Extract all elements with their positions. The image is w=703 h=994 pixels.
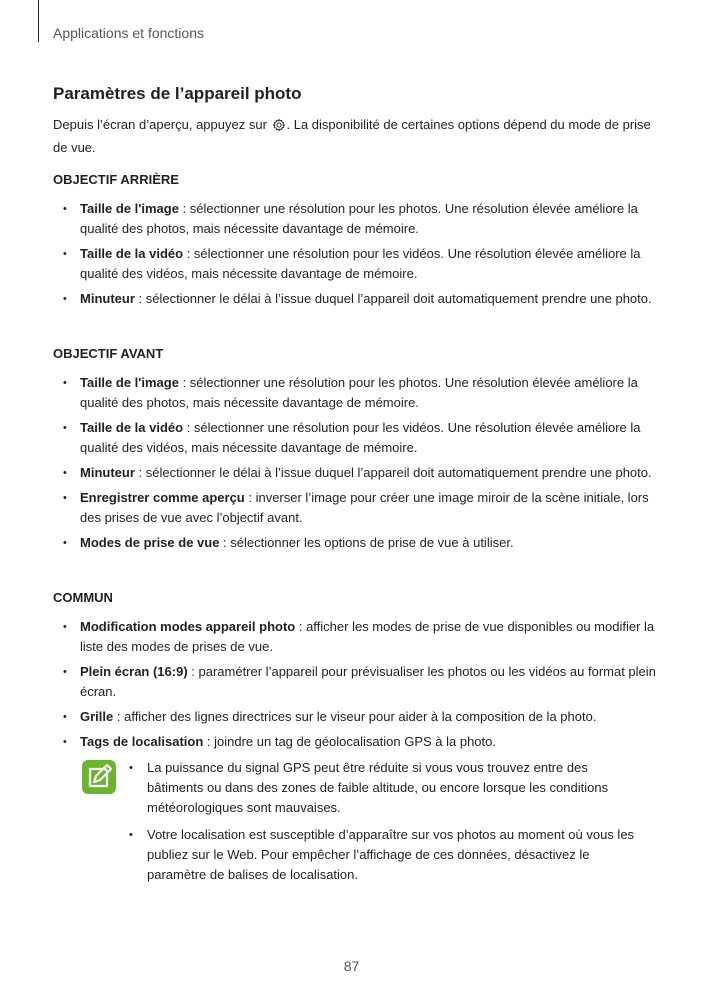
list-item: • Plein écran (16:9) : paramétrer l’appareil pour prévisualiser les photos ou les vidéos au format plein écran.: [63, 664, 656, 699]
note-item: • La puissance du signal GPS peut être réduite si vous vous trouvez entre des bâtiments ou dans des zones de faible altitude, ou encore lorsque les conditions météorologiques sont mauvaises.: [129, 760, 609, 815]
list-item: • Enregistrer comme aperçu : inverser l’image pour créer une image miroir de la scène initiale, lors des prises de vue avec l’objectif avant.: [63, 490, 649, 525]
list-item: • Minuteur : sélectionner le délai à l’issue duquel l’appareil doit automatiquement prendre une photo.: [63, 465, 652, 480]
running-header: Applications et fonctions: [53, 25, 204, 41]
page-number: 87: [343, 958, 360, 974]
gear-icon: [272, 118, 286, 138]
list-item: • Taille de la vidéo : sélectionner une résolution pour les vidéos. Une résolution élevée améliore la qualité des vidéos, mais nécessite davantage de mémoire.: [63, 420, 641, 455]
note-item: • Votre localisation est susceptible d’apparaître sur vos photos au moment où vous les publiez sur le Web. Pour empêcher l’affichage de ces données, désactivez le paramètre de balises de localisation.: [129, 827, 635, 882]
section-heading-rear: OBJECTIF ARRIÈRE: [53, 172, 179, 187]
list-item: • Modification modes appareil photo : afficher les modes de prise de vue disponibles ou modifier la liste des modes de prises de vue.: [63, 619, 655, 654]
list-item: • Taille de l'image : sélectionner une résolution pour les photos. Une résolution élevée améliore la qualité des photos, mais nécessite davantage de mémoire.: [63, 375, 638, 410]
list-item: • Taille de l'image : sélectionner une résolution pour les photos. Une résolution élevée améliore la qualité des photos, mais nécessite davantage de mémoire.: [63, 201, 638, 236]
header-rule: [38, 0, 39, 42]
note-list: [120, 758, 640, 892]
list-item: • Tags de localisation : joindre un tag de géolocalisation GPS à la photo.: [63, 734, 496, 749]
intro-text-before: Depuis l’écran d’aperçu, appuyez sur: [53, 117, 271, 132]
list-item: • Taille de la vidéo : sélectionner une résolution pour les vidéos. Une résolution élevée améliore la qualité des vidéos, mais nécessite davantage de mémoire.: [63, 246, 641, 281]
list-item: • Grille : afficher des lignes directrices sur le viseur pour aider à la composition de la photo.: [63, 709, 597, 724]
note-pencil-icon: [82, 760, 116, 794]
intro-paragraph: [53, 115, 653, 158]
list-item: • Modes de prise de vue : sélectionner les options de prise de vue à utiliser.: [63, 535, 514, 550]
front-options-list: [53, 373, 663, 558]
common-options-list: [53, 617, 663, 757]
section-heading-front: OBJECTIF AVANT: [53, 346, 164, 361]
rear-options-list: [53, 199, 663, 314]
page-title: Paramètres de l’appareil photo: [53, 84, 302, 103]
section-heading-common: COMMUN: [53, 590, 113, 605]
intro-text-after: . La disponibilité de certaines options dépend du mode de prise de vue.: [53, 117, 651, 155]
list-item: • Minuteur : sélectionner le délai à l’issue duquel l’appareil doit automatiquement prendre une photo.: [63, 291, 652, 306]
